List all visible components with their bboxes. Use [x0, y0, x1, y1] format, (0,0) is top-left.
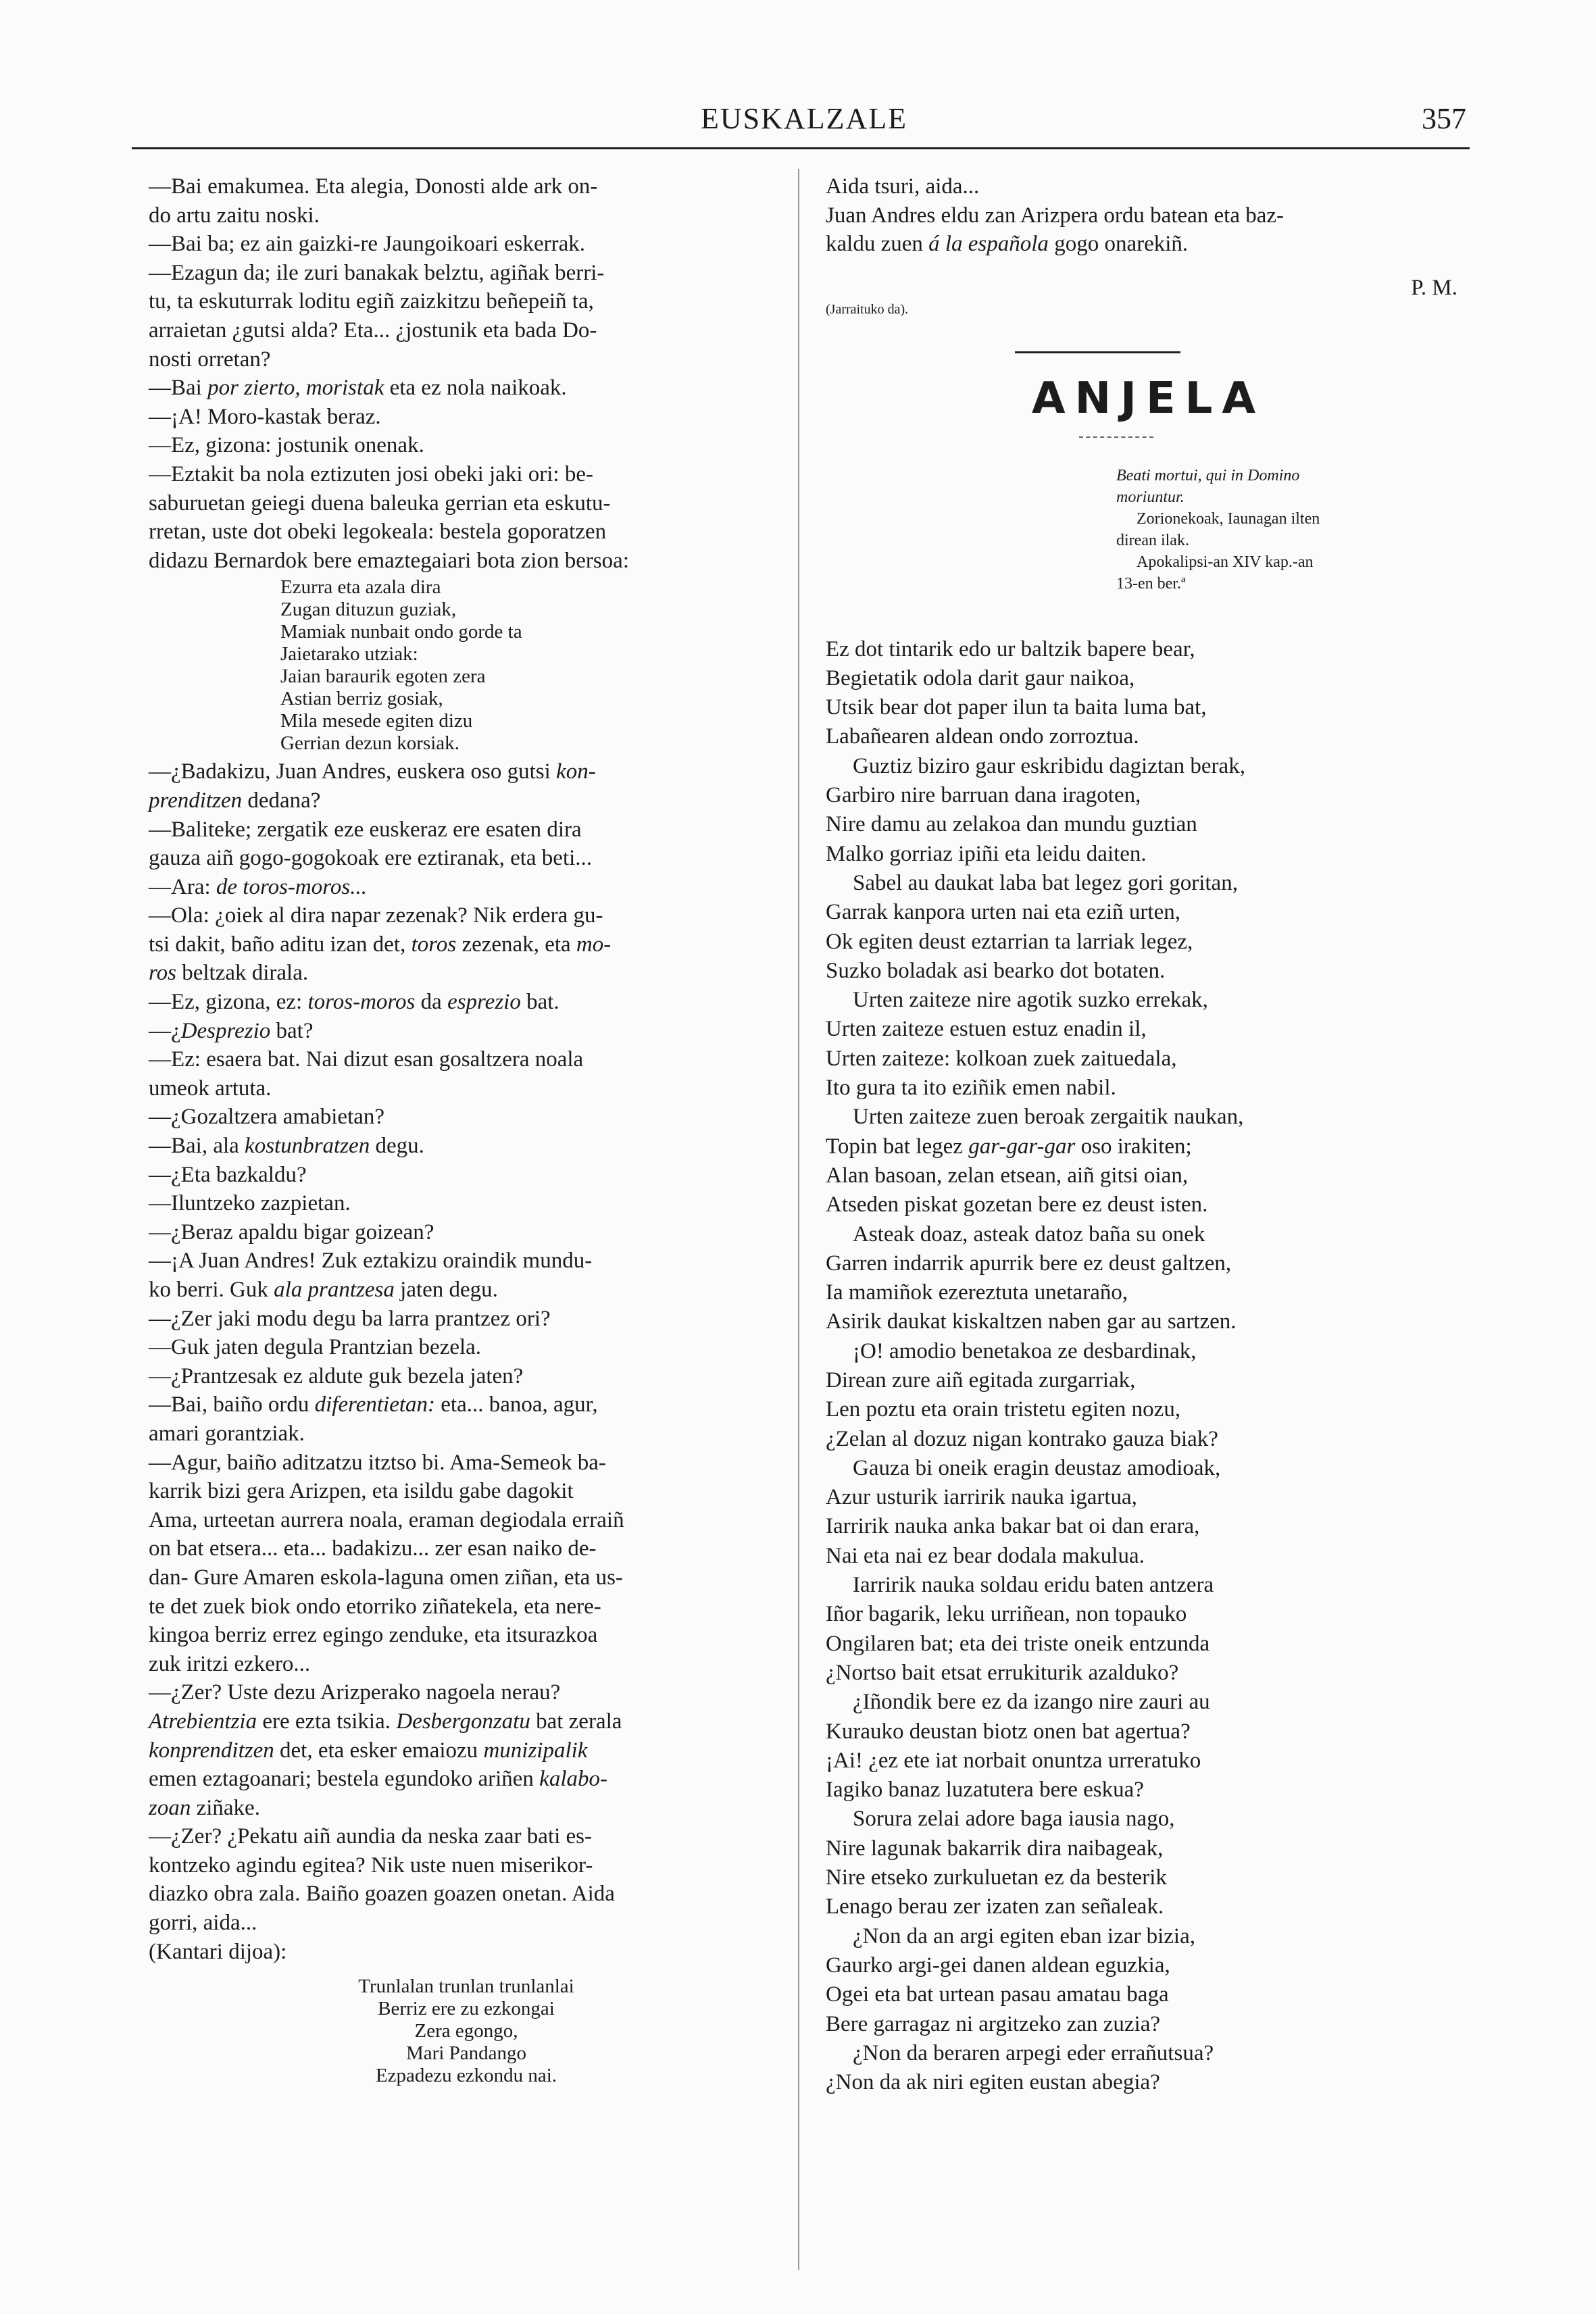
text-run: bat?: [270, 1018, 314, 1043]
italic-run: ala prantzesa: [274, 1278, 395, 1302]
poem-line: Urten zaiteze nire agotik suzko errekak,: [853, 988, 1208, 1013]
poem-line: Gaurko argi-gei danen aldean eguzkia,: [826, 1953, 1170, 1978]
text-line: do artu zaitu noski.: [149, 203, 320, 228]
poem-line: Ito gura ta ito eziñik emen nabil.: [826, 1076, 1116, 1101]
text-line: saburuetan geiegi duena baleuka gerrian eta eskutu-: [149, 491, 611, 515]
right-column: [826, 172, 1471, 2097]
running-title: EUSKALZALE: [701, 102, 907, 135]
text-line: umeok artuta.: [149, 1076, 272, 1101]
song-line: Ezpadezu ezkondu nai.: [375, 2065, 557, 2087]
text-run: jaten degu.: [394, 1278, 498, 1302]
text-run: zezenak, eta: [456, 932, 576, 957]
text-line: [149, 1017, 784, 1046]
poem-line: Nire damu au zelakoa dan mundu guztian: [826, 812, 1197, 837]
italic-run: kalabo-: [539, 1767, 607, 1792]
song-line: Trunlalan trunlan trunlanlai: [358, 1976, 574, 1998]
text-line: —¡A! Moro-kastak beraz.: [149, 404, 381, 429]
poem-line: Labañearen aldean ondo zorroztua.: [826, 724, 1139, 749]
poem-line: Nai eta nai ez bear dodala makulua.: [826, 1543, 1145, 1568]
italic-run: ros: [149, 961, 176, 986]
poem-line: Garbiro nire barruan dana iragoten,: [826, 783, 1141, 808]
italic-run: munizipalik: [483, 1738, 588, 1763]
italic-run: por zierto, moristak: [207, 376, 384, 401]
text-run: —¿: [149, 1018, 181, 1043]
text-run: tsi dakit, baño aditu izan det,: [149, 932, 406, 957]
epigraph-latin: Beati mortui, qui in Domino: [1116, 466, 1300, 484]
text-line: [149, 374, 784, 403]
page-number: 357: [1422, 102, 1466, 135]
text-line: —Ez, gizona: jostunik onenak.: [149, 433, 424, 458]
poem-line: Sabel au daukat laba bat legez gori goritan,: [853, 870, 1238, 895]
poem-line: [826, 1132, 1471, 1161]
song-verse: [149, 1976, 784, 2087]
continued-note: (Jarraituko da).: [826, 302, 909, 318]
poem-line: Asirik daukat kiskaltzen naben gar au sartzen.: [826, 1309, 1237, 1334]
page-header: [142, 101, 1466, 142]
poem-line: ¿Nortso bait etsat errukiturik azalduko?: [826, 1660, 1179, 1685]
italic-run: kostunbratzen: [245, 1134, 370, 1159]
text-run: ko berri. Guk: [149, 1278, 274, 1302]
text-line: (Kantari dijoa):: [149, 1939, 287, 1964]
poem-line: Iarririk nauka soldau eridu baten antzera: [853, 1573, 1214, 1598]
column-divider: [798, 169, 799, 2270]
poem-line: ¿Iñondik bere ez da izango nire zauri au: [853, 1690, 1210, 1715]
poem-line: Ogei eta bat urtean pasau amatau baga: [826, 1982, 1169, 2007]
italic-run: Desprezio: [180, 1018, 271, 1043]
song-line: Berriz ere zu ezkongai: [378, 1998, 555, 2020]
italic-run: á la española: [928, 232, 1049, 257]
epigraph-reference: 13-en ber.ª: [1116, 574, 1186, 593]
italic-run: esprezio: [447, 990, 521, 1015]
text-run: ere ezta tsikia.: [257, 1709, 397, 1734]
text-line: Juan Andres eldu zan Arizpera ordu batean eta baz-: [826, 203, 1285, 228]
poem-line: Ok egiten deust eztarrian ta larriak legez,: [826, 929, 1193, 954]
text-line: kingoa berriz errez egingo zenduke, eta itsurazkoa: [149, 1623, 598, 1648]
text-line: Aida tsuri, aida...: [826, 174, 980, 199]
text-run: beltzak dirala.: [176, 961, 309, 986]
poem-line: Direan zure aiñ egitada zurgarriak,: [826, 1367, 1136, 1392]
text-run: dedana?: [242, 788, 321, 813]
text-line: —¿Beraz apaldu bigar goizean?: [149, 1219, 434, 1244]
italic-run: de toros-moros...: [216, 874, 367, 899]
text-run: —¿Badakizu, Juan Andres, euskera oso gutsi: [149, 759, 557, 784]
text-line: [149, 786, 784, 815]
text-line: diazko obra zala. Baiño goazen goazen onetan. Aida: [149, 1882, 615, 1907]
text-line: dan- Gure Amaren eskola-laguna omen ziñan, eta us-: [149, 1565, 623, 1590]
text-run: det, eta esker emaiozu: [274, 1738, 484, 1763]
text-line: —Guk jaten degula Prantzian bezela.: [149, 1335, 482, 1360]
text-line: [826, 230, 1471, 259]
text-line: —¿Zer jaki modu degu ba larra prantzez ori?: [149, 1306, 551, 1331]
epigraph-reference: Apokalipsi-an XIV kap.-an: [1137, 553, 1314, 571]
text-line: amari gorantziak.: [149, 1421, 305, 1446]
text-run: bat zerala: [530, 1709, 622, 1734]
epigraph: [1116, 465, 1471, 595]
text-run: kaldu zuen: [826, 232, 929, 257]
text-line: —Ola: ¿oiek al dira napar zezenak? Nik erdera gu-: [149, 903, 603, 928]
text-line: arraietan ¿gutsi alda? Eta... ¿jostunik eta bada Do-: [149, 318, 597, 343]
poem-line: Nire lagunak bakarrik dira naibageak,: [826, 1836, 1164, 1861]
text-line: kontzeko agindu egitea? Nik uste nuen miserikor-: [149, 1853, 593, 1878]
text-line: [149, 1276, 784, 1305]
poem-line: Urten zaiteze estuen estuz enadin il,: [826, 1017, 1147, 1042]
poem-line: Urten zaiteze: kolkoan zuek zaituedala,: [826, 1046, 1177, 1071]
text-line: [149, 1390, 784, 1419]
text-line: te det zuek biok ondo etorriko ziñatekela, eta nere-: [149, 1594, 601, 1619]
poem-anjela: [826, 635, 1471, 2098]
poem-line: Kurauko deustan biotz onen bat agertua?: [826, 1719, 1191, 1744]
text-line: zuk iritzi ezkero...: [149, 1651, 311, 1676]
author-signoff: P. M.: [1411, 275, 1457, 300]
epigraph-basque: Zorionekoak, Iaunagan ilten: [1137, 509, 1320, 528]
poem-line: Asteak doaz, asteak datoz baña su onek: [853, 1222, 1205, 1247]
section-rule: [1015, 351, 1180, 353]
italic-run: konprenditzen: [149, 1738, 274, 1763]
text-line: rretan, uste dot obeki legokeala: bestela goporatzen: [149, 520, 607, 545]
poem-line: Azur usturik iarririk nauka igartua,: [826, 1485, 1137, 1510]
text-line: —¿Prantzesak ez aldute guk bezela jaten?: [149, 1363, 524, 1388]
text-line: —¿Zer? Uste dezu Arizperako nagoela nerau?: [149, 1680, 561, 1705]
text-line: [149, 1707, 784, 1736]
text-run: Topin bat legez: [826, 1134, 969, 1159]
text-line: —Bai ba; ez ain gaizki-re Jaungoikoari eskerrak.: [149, 232, 585, 257]
bertsoa-verse: [280, 576, 784, 755]
text-line: didazu Bernardok bere emaztegaiari bota zion bersoa:: [149, 548, 629, 573]
text-run: gogo onarekiñ.: [1048, 232, 1189, 257]
text-line: —¡A Juan Andres! Zuk eztakizu oraindik mundu-: [149, 1249, 593, 1274]
verse-line: Astian berriz gosiak,: [280, 688, 443, 710]
verse-line: Jaietarako utziak:: [280, 643, 418, 665]
text-line: nosti orretan?: [149, 347, 271, 372]
poem-line: Iñor bagarik, leku urriñean, non topauko: [826, 1602, 1187, 1627]
poem-line: ¡O! amodio benetakoa ze desbardinak,: [853, 1338, 1197, 1363]
left-column: [149, 172, 784, 2087]
text-line: —Bai emakumea. Eta alegia, Donosti alde ark on-: [149, 174, 598, 199]
text-run: —Bai, ala: [149, 1134, 245, 1159]
text-line: [149, 1132, 784, 1161]
text-run: degu.: [370, 1134, 424, 1159]
poem-line: Ongilaren bat; eta dei triste oneik entzunda: [826, 1631, 1210, 1656]
italic-run: prenditzen: [149, 788, 243, 813]
text-run: da: [415, 990, 448, 1015]
title-dash-rule: [1079, 436, 1153, 438]
poem-line: Nire etseko zurkuluetan ez da besterik: [826, 1865, 1167, 1890]
poem-line: Guztiz biziro gaur eskribidu dagiztan berak,: [853, 753, 1245, 778]
text-line: —¿Zer? ¿Pekatu aiñ aundia da neska zaar bati es-: [149, 1824, 593, 1849]
italic-run: kon-: [556, 759, 596, 784]
dialogue-block-1: [149, 172, 784, 575]
text-line: [149, 988, 784, 1017]
text-run: oso irakiten;: [1075, 1134, 1192, 1159]
text-line: [149, 930, 784, 959]
text-line: gauza aiñ gogo-gogokoak ere eztiranak, eta beti...: [149, 846, 593, 871]
verse-line: Ezurra eta azala dira: [280, 576, 441, 599]
dialogue-block-2: [149, 757, 784, 1966]
poem-line: ¿Non da beraren arpegi eder errañutsua?: [853, 2040, 1214, 2065]
text-line: tu, ta eskuturrak loditu egiñ zaizkitzu beñepeiñ ta,: [149, 289, 594, 314]
poem-line: Urten zaiteze zuen beroak zergaitik naukan,: [853, 1105, 1244, 1130]
poem-line: Suzko boladak asi bearko dot botaten.: [826, 958, 1166, 983]
text-run: —Ez, gizona, ez:: [149, 990, 308, 1015]
text-line: [149, 1794, 784, 1823]
text-line: on bat etsera... eta... badakizu... zer esan naiko de-: [149, 1536, 597, 1561]
text-line: [149, 1736, 784, 1765]
poem-line: Malko gorriaz ipiñi eta leidu daiten.: [826, 841, 1147, 866]
poem-line: Atseden piskat gozetan bere ez deust isten.: [826, 1192, 1208, 1217]
poem-line: Iarririk nauka anka bakar bat oi dan erara,: [826, 1514, 1200, 1539]
poem-line: Iagiko banaz luzatutera bere eskua?: [826, 1778, 1144, 1803]
song-line: Mari Pandango: [406, 2042, 526, 2065]
italic-run: toros-moros: [307, 990, 416, 1015]
verse-line: Gerrian dezun korsiak.: [280, 732, 459, 755]
italic-run: mo-: [576, 932, 612, 957]
poem-line: ¿Zelan al dozuz nigan kontrako gauza biak?: [826, 1426, 1218, 1451]
header-rule: [132, 147, 1470, 149]
text-run: eta... banoa, agur,: [435, 1392, 598, 1417]
poem-line: ¿Non da an argi egiten eban izar bizia,: [853, 1923, 1195, 1948]
text-run: —Bai: [149, 376, 208, 401]
poem-line: Alan basoan, zelan etsean, aiñ gitsi oian,: [826, 1163, 1189, 1188]
italic-run: zoan: [149, 1795, 191, 1820]
text-line: karrik bizi gera Arizpen, eta isildu gabe dagokit: [149, 1479, 574, 1504]
text-line: —Iluntzeko zazpietan.: [149, 1191, 351, 1216]
verse-line: Mila mesede egiten dizu: [280, 710, 473, 732]
italic-run: Atrebientzia: [149, 1709, 257, 1734]
text-line: —Ez: esaera bat. Nai dizut esan gosaltzera noala: [149, 1047, 584, 1072]
poem-line: Lenago berau zer izaten zan señaleak.: [826, 1894, 1164, 1919]
text-line: —Agur, baiño aditzatzu itztso bi. Ama-Semeok ba-: [149, 1450, 606, 1475]
poem-line: Sorura zelai adore baga iausia nago,: [853, 1807, 1175, 1832]
verse-line: Mamiak nunbait ondo gorde ta: [280, 621, 522, 643]
text-line: gorri, aida...: [149, 1911, 257, 1936]
poem-line: ¡Ai! ¿ez ete iat norbait onuntza urreratuko: [826, 1748, 1201, 1773]
text-line: [149, 757, 784, 786]
text-line: Ama, urteetan aurrera noala, eraman degiodala erraiñ: [149, 1507, 624, 1532]
text-run: emen eztagoanari; bestela egundoko ariñen: [149, 1767, 540, 1792]
text-line: —Ezagun da; ile zuri banakak belztu, agiñak berri-: [149, 260, 605, 285]
text-run: —Bai, baiño ordu: [149, 1392, 315, 1417]
text-run: ziñake.: [191, 1795, 260, 1820]
text-run: —Ara:: [149, 874, 216, 899]
italic-run: gar-gar-gar: [968, 1134, 1076, 1159]
text-line: [149, 959, 784, 988]
poem-line: Ia mamiñok ezereztuta unetaraño,: [826, 1280, 1128, 1305]
poem-line: Len poztu eta orain tristetu egiten nozu,: [826, 1397, 1181, 1422]
song-line: Zera egongo,: [414, 2020, 518, 2042]
text-run: eta ez nola naikoak.: [384, 376, 567, 401]
poem-line: Bere garragaz ni argitzeko zan zuzia?: [826, 2011, 1160, 2036]
text-line: —Baliteke; zergatik eze euskeraz ere esaten dira: [149, 817, 582, 842]
text-run: bat.: [520, 990, 559, 1015]
italic-run: toros: [411, 932, 457, 957]
italic-run: Desbergonzatu: [396, 1709, 530, 1734]
poem-line: Utsik bear dot paper ilun ta baita luma bat,: [826, 695, 1207, 720]
text-line: —¿Gozaltzera amabietan?: [149, 1105, 385, 1130]
poem-line: Garren indarrik apurrik bere ez deust galtzen,: [826, 1251, 1232, 1276]
text-line: —Eztakit ba nola eztizuten josi obeki jaki ori: be-: [149, 461, 593, 486]
poem-line: Gauza bi oneik eragin deustaz amodioak,: [853, 1455, 1221, 1480]
verse-line: Jaian baraurik egoten zera: [280, 665, 486, 688]
text-line: [149, 1765, 784, 1794]
text-line: [149, 873, 784, 902]
poem-line: ¿Non da ak niri egiten eustan abegia?: [826, 2070, 1160, 2095]
poem-line: Garrak kanpora urten nai eta eziñ urten,: [826, 900, 1180, 925]
poem-line: Begietatik odola darit gaur naikoa,: [826, 665, 1135, 690]
epigraph-latin: moriuntur.: [1116, 488, 1184, 506]
epigraph-basque: direan ilak.: [1116, 531, 1189, 549]
verse-line: Zugan dituzun guziak,: [280, 599, 457, 621]
poem-line: Ez dot tintarik edo ur baltzik bapere bear,: [826, 636, 1195, 661]
article-title: ANJELA: [1032, 373, 1265, 424]
text-line: —¿Eta bazkaldu?: [149, 1162, 307, 1187]
italic-run: diferentietan:: [314, 1392, 436, 1417]
